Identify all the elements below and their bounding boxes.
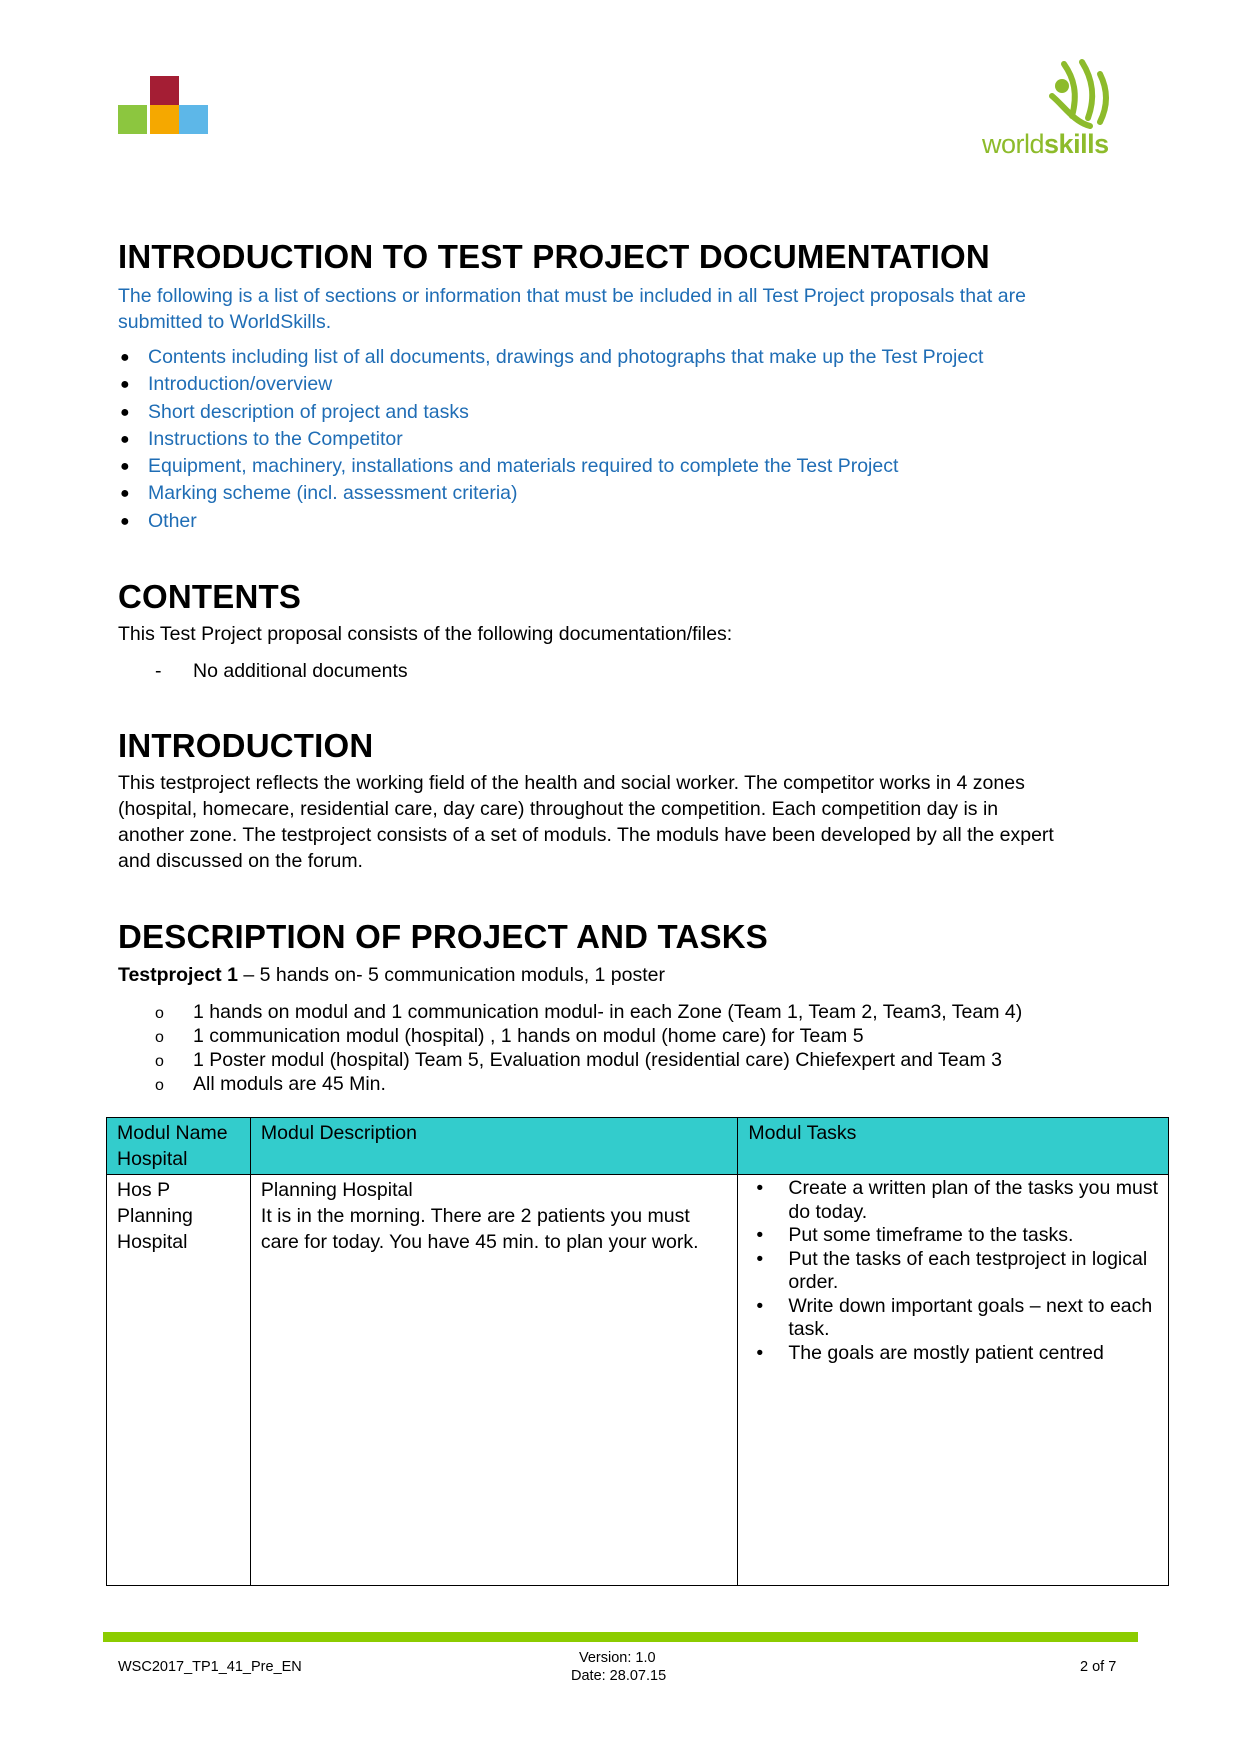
list-item: • Put some timeframe to the tasks. — [756, 1224, 1074, 1246]
tasks-list — [748, 1177, 1158, 1365]
cell-modul-tasks — [738, 1175, 1169, 1586]
contents-text: This Test Project proposal consists of the following documentation/files: — [118, 623, 733, 645]
bullet-icon: • — [756, 1177, 764, 1199]
introduction-line-3: another zone. The testproject consists of a set of moduls. The moduls have been developed by all the expert — [118, 824, 1054, 846]
description-text: It is in the morning. There are 2 patients you must care for today. You have 45 min. to plan your work. — [260, 1205, 699, 1253]
bullet-icon: ● — [120, 458, 130, 476]
introduction-line-1: This testproject reflects the working field of the health and social worker. The competitor works in 4 zones — [118, 772, 1025, 794]
list-item: • Write down important goals – next to each task. — [756, 1294, 1153, 1340]
list-item: ● Short description of project and tasks — [118, 399, 983, 426]
header-modul-name: Modul Name Hospital — [107, 1118, 251, 1175]
logo-square-blue — [179, 105, 208, 134]
logo-square-green — [118, 105, 147, 134]
intro-doc-line-1: The following is a list of sections or information that must be included in all Test Project proposals that are — [118, 285, 1026, 307]
list-item: ● Other — [118, 508, 983, 535]
testproject-items-list — [155, 1000, 1022, 1096]
list-item: • Create a written plan of the tasks you must do today. — [756, 1177, 1158, 1223]
circle-bullet-icon: o — [155, 1005, 164, 1022]
contents-item: - No additional documents — [155, 660, 408, 682]
table-row — [107, 1175, 1169, 1586]
bullet-icon: ● — [120, 403, 130, 421]
intro-doc-line-2: submitted to WorldSkills. — [118, 311, 332, 333]
list-item: o All moduls are 45 Min. — [155, 1072, 1022, 1096]
logo-square-orange — [150, 105, 179, 134]
section-title-introduction-doc: INTRODUCTION TO TEST PROJECT DOCUMENTATION — [118, 238, 990, 275]
header-modul-tasks: Modul Tasks — [738, 1118, 1169, 1175]
bullet-icon: • — [756, 1247, 764, 1270]
footer-page-number: 2 of 7 — [1080, 1659, 1117, 1675]
list-item: • Put the tasks of each testproject in logical order. — [756, 1247, 1148, 1293]
list-item: ● Introduction/overview — [118, 371, 983, 398]
circle-bullet-icon: o — [155, 1077, 164, 1094]
dash-marker: - — [155, 660, 162, 682]
list-item: • The goals are mostly patient centred — [756, 1341, 1104, 1364]
list-item: ● Marking scheme (incl. assessment criteria) — [118, 480, 983, 507]
list-item: ● Contents including list of all documents, drawings and photographs that make up the Test Project — [118, 344, 983, 371]
list-item: ● Equipment, machinery, installations and materials required to complete the Test Project — [118, 453, 983, 480]
testproject-subtitle: Testproject 1 – 5 hands on- 5 communication moduls, 1 poster — [118, 964, 666, 986]
cell-modul-description — [250, 1175, 737, 1586]
footer-date: Date: 28.07.15 — [571, 1668, 667, 1684]
list-item: o 1 Poster modul (hospital) Team 5, Evaluation modul (residential care) Chiefexpert and Team 3 — [155, 1048, 1022, 1072]
header-modul-description: Modul Description — [250, 1118, 737, 1175]
required-sections-list — [118, 344, 983, 535]
circle-bullet-icon: o — [155, 1053, 164, 1070]
table-header-row — [107, 1118, 1169, 1175]
list-item: ● Instructions to the Competitor — [118, 426, 983, 453]
bullet-icon: • — [756, 1224, 764, 1246]
introduction-line-4: and discussed on the forum. — [118, 850, 363, 872]
footer-version: Version: 1.0 — [579, 1650, 656, 1666]
bullet-icon: • — [756, 1341, 764, 1364]
modul-table — [106, 1117, 1169, 1586]
bullet-icon: ● — [120, 485, 130, 503]
wordmark-skills: skills — [1044, 129, 1109, 159]
description-title: Planning Hospital — [260, 1179, 413, 1201]
section-title-contents: CONTENTS — [118, 578, 302, 615]
introduction-line-2: (hospital, homecare, residential care, day care) throughout the competition. Each competition day is in — [118, 798, 999, 820]
footer-doc-id: WSC2017_TP1_41_Pre_EN — [118, 1659, 302, 1675]
worldskills-logo — [982, 56, 1132, 160]
list-item: o 1 hands on modul and 1 communication modul- in each Zone (Team 1, Team 2, Team3, Team 4) — [155, 1000, 1022, 1024]
wordmark-world: world — [982, 129, 1045, 159]
bullet-icon: ● — [120, 430, 130, 448]
cell-modul-name: Hos P Planning Hospital — [107, 1175, 251, 1586]
logo-square-red — [150, 76, 179, 105]
bullet-icon: ● — [120, 512, 130, 530]
bullet-icon: • — [756, 1294, 764, 1317]
section-title-introduction: INTRODUCTION — [118, 727, 374, 764]
worldskills-wordmark — [982, 129, 1109, 160]
bullet-icon: ● — [120, 376, 130, 394]
section-title-description: DESCRIPTION OF PROJECT AND TASKS — [118, 918, 768, 955]
footer-divider-bar — [103, 1632, 1138, 1642]
circle-bullet-icon: o — [155, 1029, 164, 1046]
list-item: o 1 communication modul (hospital) , 1 hands on modul (home care) for Team 5 — [155, 1024, 1022, 1048]
bullet-icon: ● — [120, 349, 130, 366]
